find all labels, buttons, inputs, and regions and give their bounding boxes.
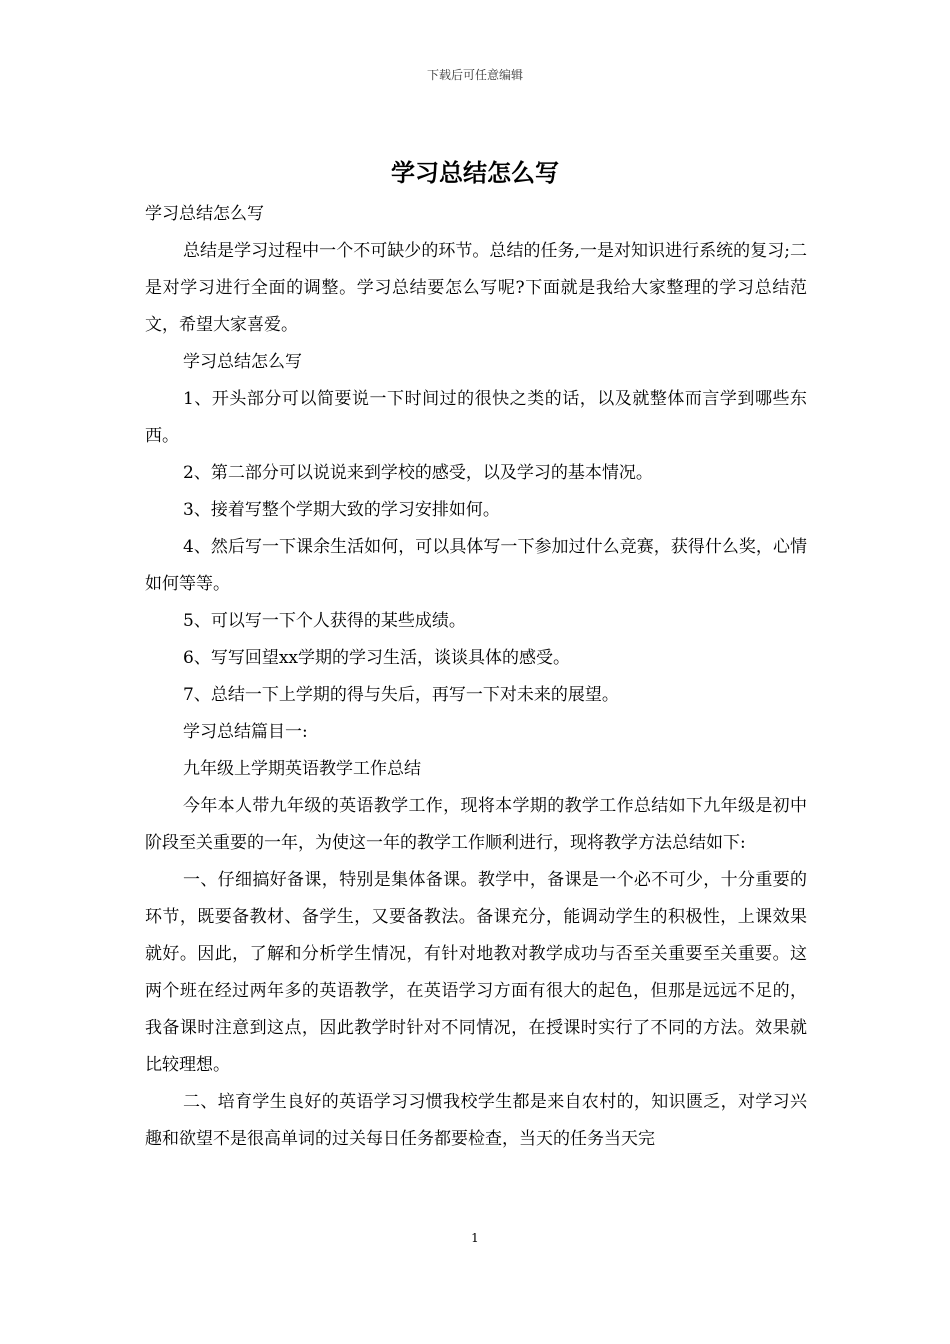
paragraph: 5、可以写一下个人获得的某些成绩。 <box>183 611 466 631</box>
paragraph: 二、培育学生良好的英语学习习惯我校学生都是来自农村的，知识匮乏，对学习兴趣和欲望不是很高单词的过关每日任务都要检查，当天的任务当天完 <box>145 1092 807 1149</box>
page-header: 下载后可任意编辑 <box>426 68 523 82</box>
paragraph: 6、写写回望xx学期的学习生活，谈谈具体的感受。 <box>183 648 570 668</box>
paragraph: 学习总结怎么写 <box>183 352 302 372</box>
document-title: 学习总结怎么写 <box>391 158 559 187</box>
paragraph: 九年级上学期英语教学工作总结 <box>183 759 421 779</box>
paragraph: 4、然后写一下课余生活如何，可以具体写一下参加过什么竞赛，获得什么奖，心情如何等等。 <box>145 537 807 594</box>
paragraph: 7、总结一下上学期的得与失后，再写一下对未来的展望。 <box>183 685 619 705</box>
paragraph: 学习总结怎么写 <box>145 204 264 224</box>
paragraph: 3、接着写整个学期大致的学习安排如何。 <box>183 500 500 520</box>
paragraph: 学习总结篇目一: <box>183 722 308 742</box>
paragraph: 今年本人带九年级的英语教学工作，现将本学期的教学工作总结如下九年级是初中阶段至关重要的一年，为使这一年的教学工作顺利进行，现将教学方法总结如下: <box>145 796 807 853</box>
document-body <box>145 196 807 1158</box>
page-number: 1 <box>471 1231 479 1245</box>
paragraph: 1、开头部分可以简要说一下时间过的很快之类的话，以及就整体而言学到哪些东西。 <box>145 389 807 446</box>
paragraph: 总结是学习过程中一个不可缺少的环节。总结的任务,一是对知识进行系统的复习;二是对学习进行全面的调整。学习总结要怎么写呢?下面就是我给大家整理的学习总结范文，希望大家喜爱。 <box>145 241 807 335</box>
paragraph: 2、第二部分可以说说来到学校的感受，以及学习的基本情况。 <box>183 463 653 483</box>
paragraph: 一、仔细搞好备课，特别是集体备课。教学中，备课是一个必不可少，十分重要的环节，既要备教材、备学生，又要备教法。备课充分，能调动学生的积极性，上课效果就好。因此，了解和分析学生情况，有针对地教对教学成功与否至关重要至关重要。这两个班在经过两年多的英语教学，在英语学习方面有很大的起色，但那是远远不足的，我备课时注意到这点，因此教学时针对不同情况，在授课时实行了不同的方法。效果就比较理想。 <box>145 870 807 1075</box>
